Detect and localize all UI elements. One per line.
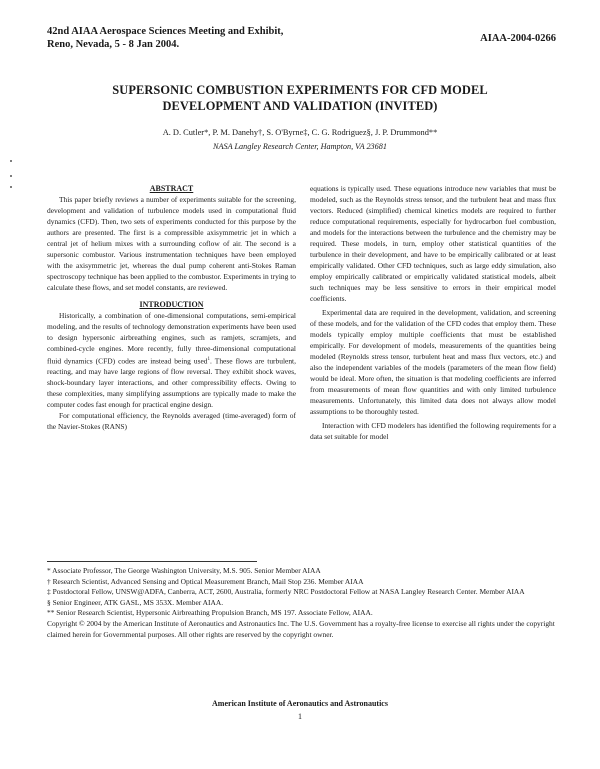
copyright-notice: Copyright © 2004 by the American Institute of Aeronautics and Astronautics Inc. The U.S. Government has a royalty-free license to exercise all rights under the copyright claimed herein for Governmental purposes. All other rights are reserved by the copyright owner. <box>47 618 555 639</box>
conference-location-date: Reno, Nevada, 5 - 8 Jan 2004. <box>47 39 180 50</box>
conference-name: 42nd AIAA Aerospace Sciences Meeting and Exhibit, <box>47 26 284 37</box>
author-list: A. D. Cutler*, P. M. Danehy†, S. O'Byrne‡, C. G. Rodriguez§, J. P. Drummond** <box>162 128 438 137</box>
left-column <box>47 183 296 432</box>
body-paragraph: equations is typically used. These equations introduce new variables that must be modeled, such as the Reynolds stress tensor, and the turbulent heat and mass flux vectors. Reduced (simplified) chemical kinetics models are required to further reduce computational requirements, especially for hydrocarbon fuel combustion, and models for the interactions between the turbulence and the chemistry may be required. These models, in turn, employ other statistical quantities of the turbulence in their development, and have to be empirically calibrated or at least empirically validated. Other CFD techniques, such as large eddy simulation, also employ empirically calibrated or empirically validated statistical models, albeit such techniques may be less sensitive to errors in their empirical model coefficients. <box>310 184 556 303</box>
citation-ref: 1 <box>207 357 211 362</box>
introduction-heading: INTRODUCTION <box>139 300 204 309</box>
footnote-rule <box>47 561 257 562</box>
introduction-paragraph: For computational efficiency, the Reynolds averaged (time-averaged) form of the Navier-Stokes (RANS) <box>47 411 296 432</box>
margin-mark <box>10 160 12 162</box>
footnote: † Research Scientist, Advanced Sensing and Optical Measurement Branch, Mail Stop 236. Member AIAA <box>47 576 364 586</box>
author-affiliation: NASA Langley Research Center, Hampton, VA 23681 <box>213 142 387 151</box>
paper-title-line2: DEVELOPMENT AND VALIDATION (INVITED) <box>162 99 438 113</box>
body-paragraph: Interaction with CFD modelers has identified the following requirements for a data set suitable for model <box>310 421 556 441</box>
abstract-text: This paper briefly reviews a number of experiments suitable for the screening, development and validation of turbulence models used in computational fluid dynamics (CFD). Then, two sets of experiments conducted for this purpose by the authors are presented. The first is a compressible axisymmetric jet in which a central jet of helium mixes with a surrounding coflow of air. The second is a supersonic combustor. Various instrumentation techniques have been employed with the axisymmetric jet, whereas the dual pump coherent anti-Stokes Raman spectroscopy technique has been applied to the combustor. Experiments in trying to calculate these flows, and set model constants, are reviewed. <box>47 195 296 292</box>
footnote: * Associate Professor, The George Washington University, M.S. 905. Senior Member AIAA <box>47 566 321 575</box>
page-number: 1 <box>298 712 302 721</box>
margin-mark <box>10 186 12 188</box>
footnote: ‡ Postdoctoral Fellow, UNSW@ADFA, Canberra, ACT, 2600, Australia, formerly NRC Postdoctoral Fellow at NASA Langley Research Center. Member AIAA <box>47 587 525 597</box>
footnotes <box>47 566 555 640</box>
margin-mark <box>10 175 12 177</box>
footnote: § Senior Engineer, ATK GASL, MS 353X. Member AIAA. <box>47 597 224 607</box>
paper-title-line1: SUPERSONIC COMBUSTION EXPERIMENTS FOR CFD MODEL <box>112 83 488 97</box>
footnote: ** Senior Research Scientist, Hypersonic Airbreathing Propulsion Branch, MS 197. Associate Fellow, AIAA. <box>47 608 373 618</box>
abstract-heading: ABSTRACT <box>149 184 194 193</box>
body-paragraph: Experimental data are required in the development, validation, and screening of these models, and for the validation of the CFD codes that employ them. These models typically employ multiple coefficients that must be established empirically. For development of models, measurements of the quantities being modeled (Reynolds stress tensor, turbulent heat and mass flux vectors, etc.) and also the independent variables of the models (parameters of the mean flow field) would be ideal. More often, the situation is that modeling coefficients are inferred from measurements of mean flow quantities and with only limited turbulence measurements. Unfortunately, this limited data does not always allow model assumptions to be thoroughly tested. <box>310 308 556 416</box>
publisher-footer: American Institute of Aeronautics and Astronautics <box>212 699 388 708</box>
right-column <box>310 183 556 442</box>
paper-number: AIAA-2004-0266 <box>480 33 556 44</box>
introduction-paragraph: Historically, a combination of one-dimensional computations, semi-empirical modeling, and the results of technology demonstration experiments have been used to design hypersonic airbreathing engines, such as ramjets, scramjets, and combined-cycle engines. More recently, fully three-dimensional computational fluid dynamics (CFD) codes are instead being used$^1$. These flows are turbulent, reacting, and may have large regions of flow reversal. They exhibit shock waves, shock-boundary layer interactions, and other compressibility effects. Owing to these complexities, many simplifying assumptions are typically made to make the computer codes fast enough for practical engine design. <box>47 311 296 410</box>
